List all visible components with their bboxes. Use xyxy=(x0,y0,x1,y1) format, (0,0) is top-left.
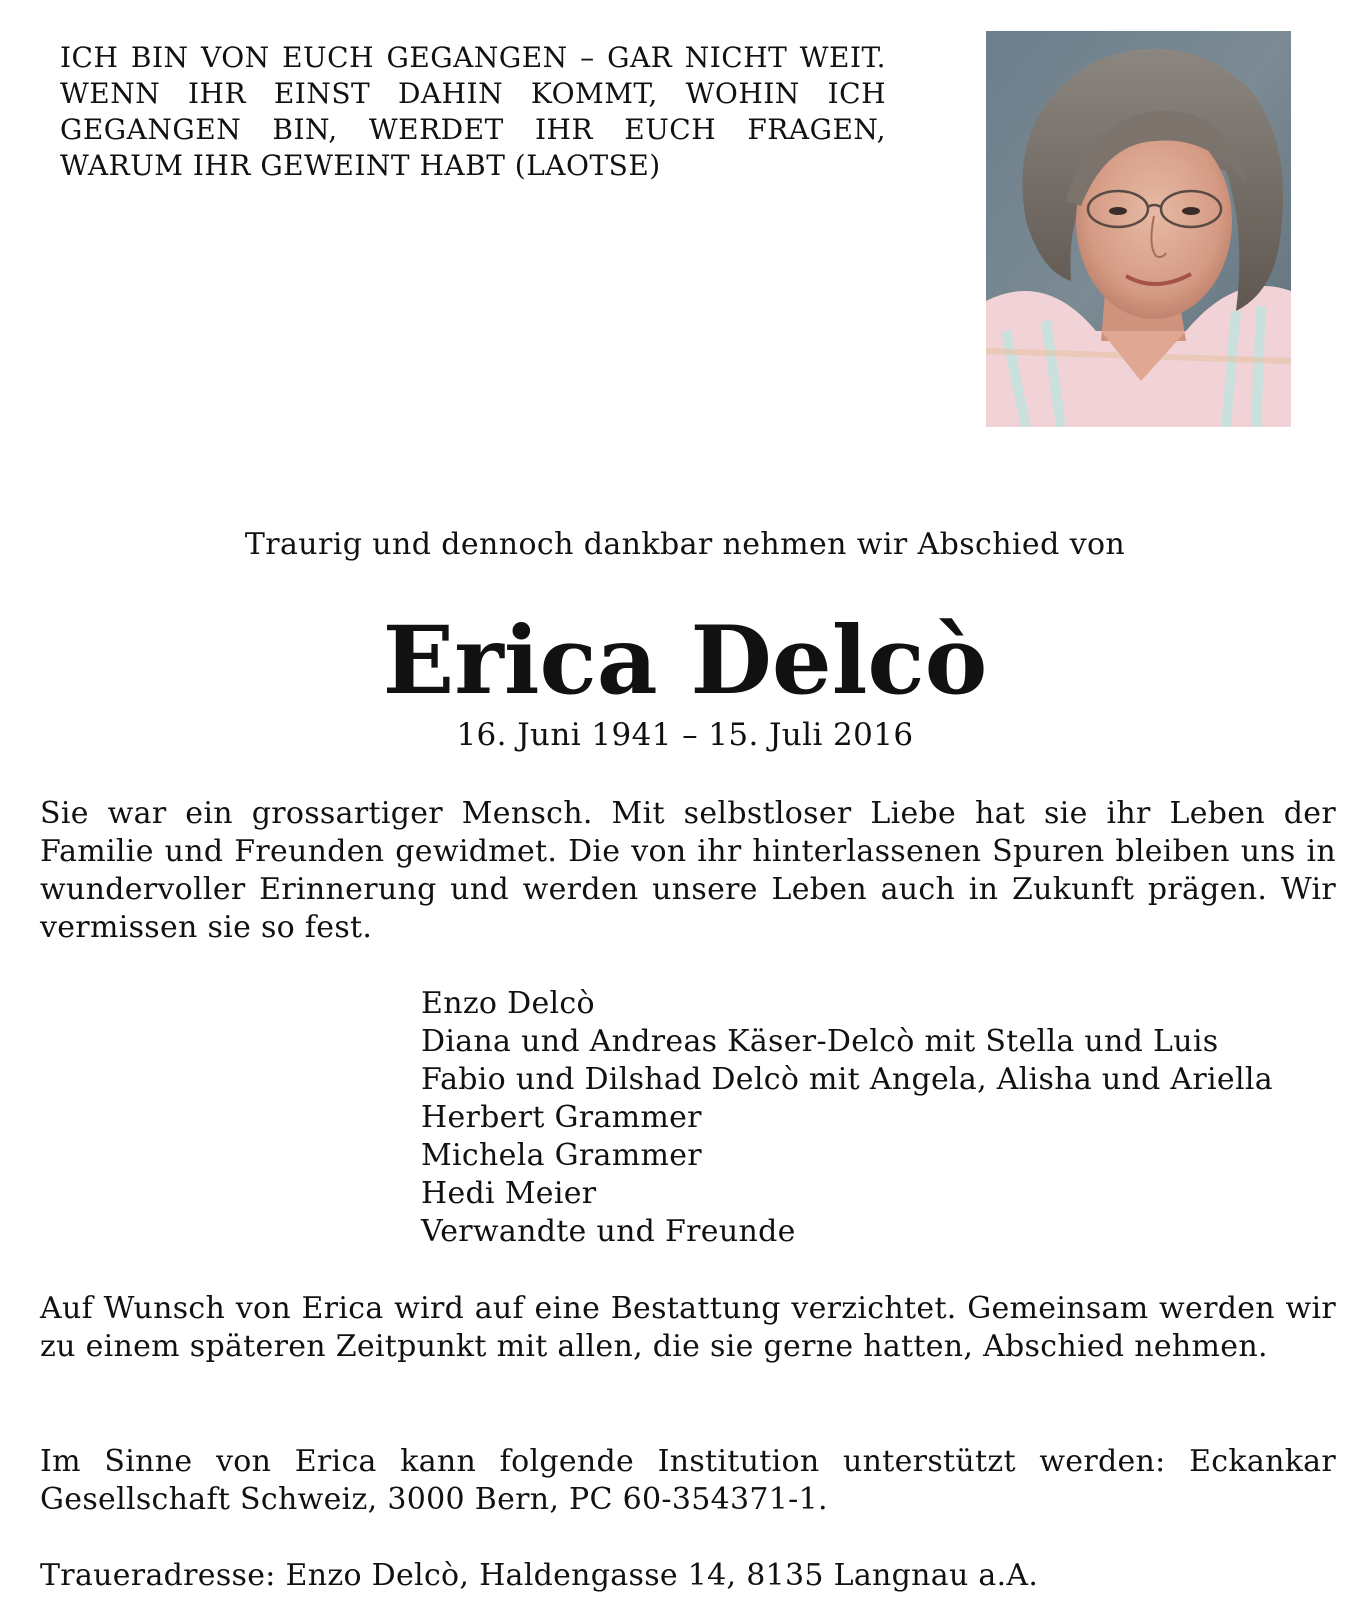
donation-note: Im Sinne von Erica kann folgende Institution unterstützt werden: Eckankar Gesellschaft Schweiz, 3000 Bern, PC 60-354371-1. xyxy=(40,1444,1336,1517)
portrait-image xyxy=(986,31,1291,427)
funeral-note: Auf Wunsch von Erica wird auf eine Bestattung verzichtet. Gemeinsam werden wir zu einem späteren Zeitpunkt mit allen, die sie gerne hatten, Abschied nehmen. xyxy=(40,1291,1336,1364)
mourners-list xyxy=(421,985,1351,1251)
mourner-item: Diana und Andreas Käser-Delcò mit Stella und Luis xyxy=(421,1024,1219,1059)
life-dates: 16. Juni 1941 – 15. Juli 2016 xyxy=(456,717,914,753)
mourning-address: Traueradresse: Enzo Delcò, Haldengasse 14, 8135 Langnau a.A. xyxy=(40,1558,1039,1593)
mourner-item: Herbert Grammer xyxy=(421,1100,702,1135)
mourner-item: Fabio und Dilshad Delcò mit Angela, Alisha und Ariella xyxy=(421,1062,1273,1097)
tribute-paragraph: Sie war ein grossartiger Mensch. Mit selbstloser Liebe hat sie ihr Leben der Familie und Freunden gewidmet. Die von ihr hinterlassenen Spuren bleiben uns in wundervoller Erinnerung und werden unsere Leben auch in Zukunft prägen. Wir vermissen sie so fest. xyxy=(40,796,1336,945)
mourner-item: Enzo Delcò xyxy=(421,986,595,1021)
deceased-name: Erica Delcò xyxy=(382,606,988,716)
mourner-item: Verwandte und Freunde xyxy=(421,1214,796,1249)
quote-text: ICH BIN VON EUCH GEGANGEN – GAR NICHT WEIT. WENN IHR EINST DAHIN KOMMT, WOHIN ICH GEGANGEN BIN, WERDET IHR EUCH FRAGEN, WARUM IHR GEWEINT HABT (LAOTSE) xyxy=(60,41,886,182)
mourner-item: Michela Grammer xyxy=(421,1138,702,1173)
portrait-photo xyxy=(986,31,1291,427)
intro-line: Traurig und dennoch dankbar nehmen wir Abschied von xyxy=(244,527,1126,562)
mourner-item: Hedi Meier xyxy=(421,1176,597,1211)
